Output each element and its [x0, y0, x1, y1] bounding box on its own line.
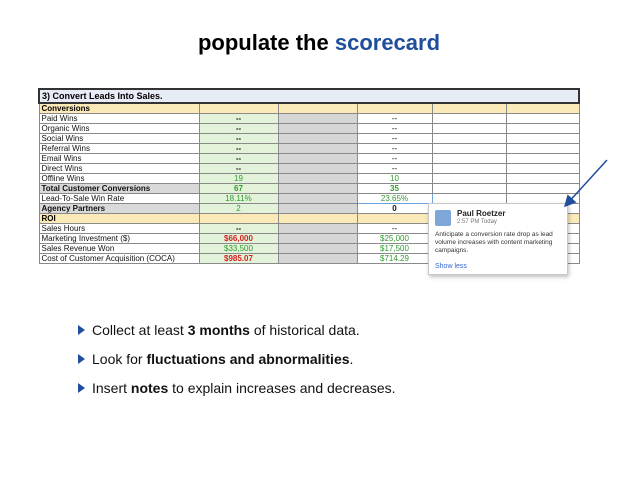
bullet-list [92, 322, 396, 409]
value-cell[interactable]: $714.29 [357, 254, 432, 264]
value-cell[interactable]: 67 [199, 184, 278, 194]
bullet-bold-text: fluctuations and abnormalities [146, 351, 350, 367]
value-cell[interactable]: -- [357, 134, 432, 144]
value-cell[interactable]: 0 [357, 204, 432, 214]
row-label: Paid Wins [39, 114, 199, 124]
row-label: Agency Partners [39, 204, 199, 214]
bullet-text: Insert [92, 380, 131, 396]
row-label: Total Customer Conversions [39, 184, 199, 194]
bullet-triangle-icon [78, 354, 85, 364]
bullet-triangle-icon [78, 325, 85, 335]
row-label: Social Wins [39, 134, 199, 144]
row-label: Email Wins [39, 154, 199, 164]
show-less-link[interactable]: Show less [435, 263, 467, 270]
bullet-item [92, 322, 396, 351]
value-cell[interactable]: 10 [357, 174, 432, 184]
bullet-item [92, 351, 396, 380]
value-cell[interactable]: -- [199, 114, 278, 124]
value-cell[interactable]: $33,500 [199, 244, 278, 254]
title-accent: scorecard [334, 30, 441, 55]
value-cell[interactable]: -- [357, 144, 432, 154]
arrow-line [566, 160, 607, 205]
bullet-text: to explain increases and decreases. [168, 380, 396, 396]
comment-author: Paul Roetzer [457, 209, 506, 218]
value-cell[interactable]: -- [199, 224, 278, 234]
bullet-text: . [349, 351, 354, 367]
bullet-bold-text: 3 months [187, 322, 250, 338]
row-label: Sales Revenue Won [39, 244, 199, 254]
value-cell[interactable]: 18.11% [199, 194, 278, 204]
value-cell[interactable]: -- [199, 164, 278, 174]
value-cell[interactable]: -- [357, 224, 432, 234]
value-cell[interactable]: -- [357, 164, 432, 174]
value-cell[interactable]: $66,000 [199, 234, 278, 244]
row-label: Referral Wins [39, 144, 199, 154]
value-cell[interactable]: 2 [199, 204, 278, 214]
value-cell[interactable]: 19 [199, 174, 278, 184]
bullet-item [92, 380, 396, 409]
value-cell[interactable]: 35 [357, 184, 432, 194]
row-label: Marketing Investment ($) [39, 234, 199, 244]
value-cell[interactable]: -- [357, 114, 432, 124]
row-label: Direct Wins [39, 164, 199, 174]
sheet-header: 3) Convert Leads Into Sales. [39, 89, 579, 103]
bullet-text: of historical data. [249, 322, 360, 338]
title-prefix: populate the [197, 30, 335, 55]
bullet-text: Look for [92, 351, 147, 367]
selected-value-cell[interactable]: 23.65% [357, 194, 432, 204]
bullet-text: Collect at least [92, 322, 188, 338]
comment-text: Anticipate a conversion rate drop as lead volume increases with content marketing campaigns. [435, 231, 553, 254]
value-cell[interactable]: -- [357, 124, 432, 134]
row-label: Cost of Customer Acquisition (COCA) [39, 254, 199, 264]
value-cell[interactable]: -- [199, 124, 278, 134]
row-label: Offline Wins [39, 174, 199, 184]
bullet-bold-text: notes [130, 380, 169, 396]
bullet-triangle-icon [78, 383, 85, 393]
row-label: Organic Wins [39, 124, 199, 134]
value-cell[interactable]: $985.07 [199, 254, 278, 264]
comment-time: 2:57 PM Today [457, 219, 497, 225]
value-cell[interactable]: -- [357, 154, 432, 164]
value-cell[interactable]: -- [199, 154, 278, 164]
value-cell[interactable]: -- [199, 144, 278, 154]
value-cell[interactable]: $17,500 [357, 244, 432, 254]
row-label: Lead-To-Sale Win Rate [39, 194, 199, 204]
value-cell[interactable]: -- [199, 134, 278, 144]
section-title: ROI [39, 214, 199, 224]
section-title: Conversions [39, 103, 199, 114]
row-label: Sales Hours [39, 224, 199, 234]
value-cell[interactable]: $25,000 [357, 234, 432, 244]
